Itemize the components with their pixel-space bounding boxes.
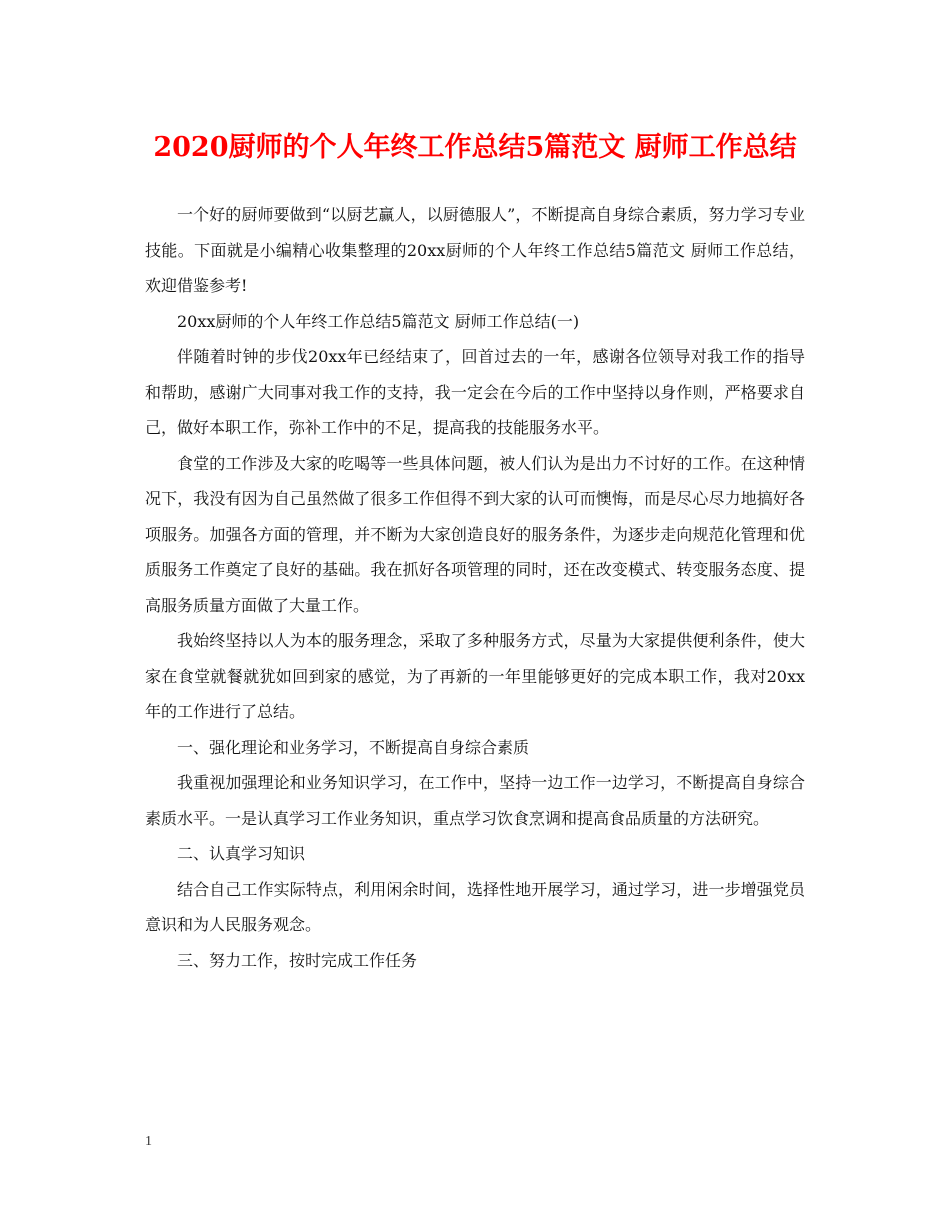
section-heading-part-one: 20xx厨师的个人年终工作总结5篇范文 厨师工作总结(一) <box>177 311 580 331</box>
paragraph-intro: 一个好的厨师要做到“以厨艺赢人，以厨德服人”，不断提高自身综合素质，努力学习专业技能。下面就是小编精心收集整理的20xx厨师的个人年终工作总结5篇范文 厨师工作总结，欢迎借鉴参考! <box>145 205 805 295</box>
paragraph: 食堂的工作涉及大家的吃喝等一些具体问题，被人们认为是出力不讨好的工作。在这种情况下，我没有因为自己虽然做了很多工作但得不到大家的认可而懊悔，而是尽心尽力地搞好各项服务。加强各方面的管理，并不断为大家创造良好的服务条件，为逐步走向规范化管理和优质服务工作奠定了良好的基础。我在抓好各项管理的同时，还在改变模式、转变服务态度、提高服务质量方面做了大量工作。 <box>145 453 805 615</box>
paragraph: 我始终坚持以人为本的服务理念，采取了多种服务方式，尽量为大家提供便利条件，使大家在食堂就餐就犹如回到家的感觉，为了再新的一年里能够更好的完成本职工作，我对20xx年的工作进行了总结。 <box>145 631 805 721</box>
paragraph: 结合自己工作实际特点，利用闲余时间，选择性地开展学习，通过学习，进一步增强党员意识和为人民服务观念。 <box>145 879 805 934</box>
section-heading: 一、强化理论和业务学习，不断提高自身综合素质 <box>177 737 530 757</box>
section-heading: 二、认真学习知识 <box>177 844 306 863</box>
document-title: 2020厨师的个人年终工作总结5篇范文 厨师工作总结 <box>153 132 797 163</box>
page-number: 1 <box>145 1134 152 1149</box>
section-heading: 三、努力工作，按时完成工作任务 <box>177 950 418 970</box>
paragraph: 我重视加强理论和业务知识学习，在工作中，坚持一边工作一边学习，不断提高自身综合素质水平。一是认真学习工作业务知识，重点学习饮食烹调和提高食品质量的方法研究。 <box>145 773 805 828</box>
paragraph: 伴随着时钟的步伐20xx年已经结束了，回首过去的一年，感谢各位领导对我工作的指导和帮助，感谢广大同事对我工作的支持，我一定会在今后的工作中坚持以身作则，严格要求自己，做好本职工作，弥补工作中的不足，提高我的技能服务水平。 <box>145 347 805 437</box>
document-body <box>145 197 805 978</box>
